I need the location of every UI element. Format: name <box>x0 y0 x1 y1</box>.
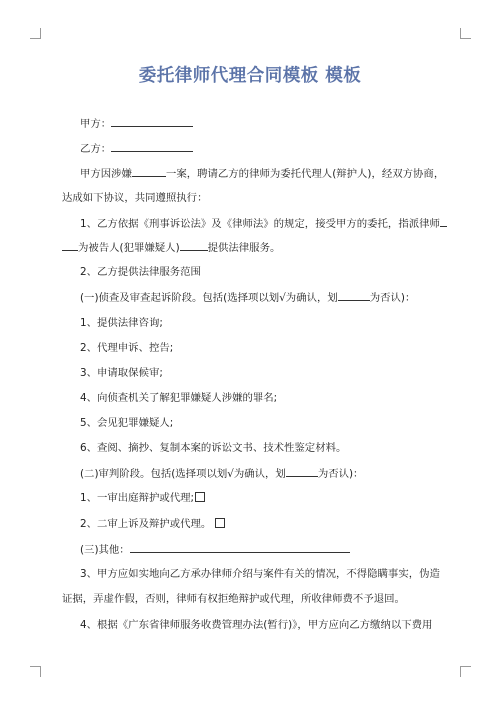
lawyer-blank-b[interactable] <box>62 240 78 251</box>
clause3-line-1: 3、甲方应如实地向乙方承办律师介绍与案件有关的情况，不得隐瞒事实，伪造 <box>80 568 440 580</box>
crop-mark-bottom-left <box>30 666 41 677</box>
clause1-line-2 <box>62 240 442 255</box>
party-a-blank[interactable] <box>111 116 193 127</box>
clause1-line-1 <box>80 216 460 231</box>
clause3-line-2: 证据，弄虚作假，否则，律师有权拒绝辩护或代理，所收律师费不予退回。 <box>62 593 405 605</box>
crop-mark-top-right <box>460 28 471 39</box>
crop-mark-top-left <box>30 28 41 39</box>
list-item: 5、会见犯罪嫌疑人; <box>80 417 174 429</box>
clause4-line-1: 4、根据《广东省律师服务收费管理办法(暂行)》，甲方应向乙方缴纳以下费用 <box>80 619 433 631</box>
intro-text-a: 甲方因涉嫌 <box>80 168 132 180</box>
other-line <box>80 542 460 557</box>
party-b-blank[interactable] <box>111 141 193 152</box>
trial-item <box>80 491 460 505</box>
crop-mark-bottom-right <box>460 666 471 677</box>
intro-line-1 <box>80 166 460 181</box>
list-item: 3、申请取保候审; <box>80 367 163 379</box>
section2-heading <box>80 466 460 481</box>
section2-blank[interactable] <box>286 466 318 477</box>
other-blank[interactable] <box>130 542 350 553</box>
list-item: 6、查阅、摘抄、复制本案的诉讼文书、技术性鉴定材料。 <box>80 442 347 454</box>
section1-blank[interactable] <box>338 290 370 301</box>
trial-item <box>80 517 460 531</box>
trial-item-text: 2、二审上诉及辩护或代理。 <box>80 518 212 530</box>
lawyer-blank-a[interactable] <box>440 216 447 227</box>
intro-text-b: 一案，聘请乙方的律师为委托代理人(辩护人)，经双方协商， <box>165 168 445 180</box>
section1-text-b: 为否认)： <box>369 292 416 304</box>
trial-item-text: 1、一审出庭辩护或代理; <box>80 492 195 504</box>
party-b-label: 乙方： <box>80 143 112 155</box>
section1-text-a: (一)侦查及审查起诉阶段。包括(选择项以划√为确认，划 <box>80 292 338 304</box>
section1-heading <box>80 290 460 305</box>
defendant-blank[interactable] <box>180 240 208 251</box>
clause1-text: 1、乙方依据《刑事诉讼法》及《律师法》的规定，接受甲方的委托，指派律师 <box>80 218 440 230</box>
list-item: 1、提供法律咨询; <box>80 317 163 329</box>
party-a-line <box>80 116 460 131</box>
section2-text-a: (二)审判阶段。包括(选择项以划√为确认，划 <box>80 468 286 480</box>
list-item: 2、代理申诉、控告; <box>80 342 174 354</box>
clause2-heading: 2、乙方提供法律服务范围 <box>80 266 201 278</box>
clause1-text-b: 为被告人(犯罪嫌疑人) <box>78 242 180 254</box>
other-label: (三)其他： <box>80 544 130 556</box>
list-item: 4、向侦查机关了解犯罪嫌疑人涉嫌的罪名; <box>80 392 278 404</box>
document-title: 委托律师代理合同模板 模板 <box>138 66 362 86</box>
party-b-line <box>80 141 460 156</box>
intro-line-2: 达成如下协议，共同遵照执行： <box>62 192 208 204</box>
checkbox-second-instance[interactable] <box>215 518 225 528</box>
clause1-text-c: 提供法律服务。 <box>207 242 281 254</box>
checkbox-first-instance[interactable] <box>195 492 205 502</box>
section2-text-b: 为否认)： <box>317 468 364 480</box>
case-blank[interactable] <box>132 166 166 177</box>
party-a-label: 甲方： <box>80 118 112 130</box>
